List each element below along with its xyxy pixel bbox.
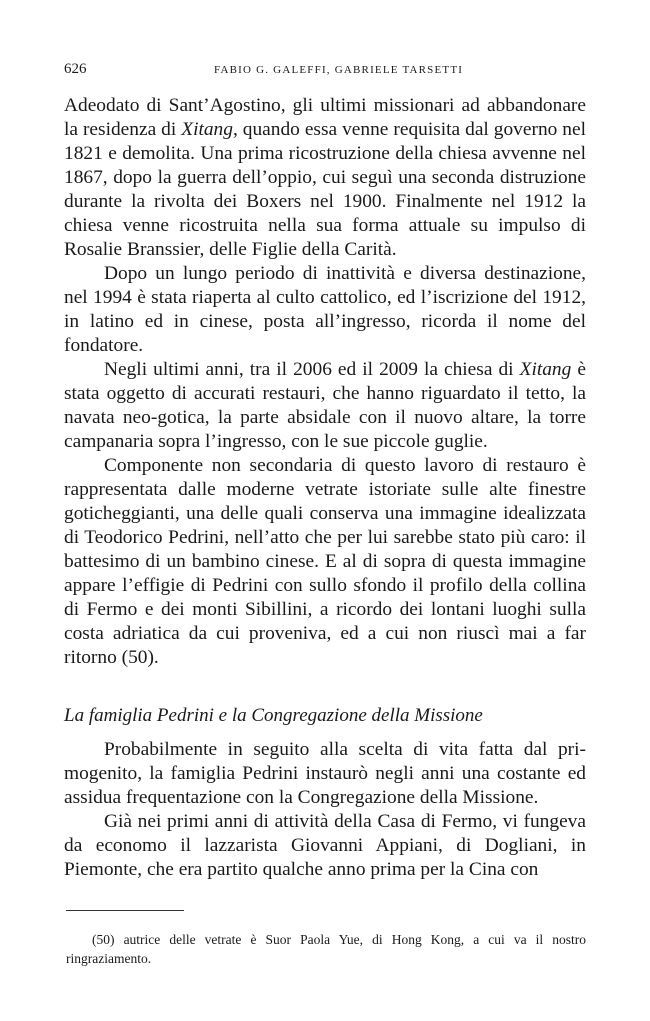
text-run: Componente non secondaria di questo lavoro di restauro è rappresentata dalle moderne vetrate istoriate sulle alte finestre goticheggianti, una delle quali conserva una immagine idealizzata di Teodorico Pedrini, nell’atto che per lui sarebbe stato più caro: il battesimo di un bambino cinese. E al di sopra di questa immagine appare l’effigie di Pedrini con sullo sfondo il profilo della collina di Fermo e dei monti Sibillini, a ricordo dei lontani luoghi sulla costa adriatica da cui proveniva, ed a cui non riuscì mai a far ritorno (50). [64, 455, 586, 668]
body-text [64, 94, 586, 670]
text-run: è stata oggetto di accurati restauri, che hanno riguardato il tetto, la navata neo-gotica, la parte absidale con il nuovo altare, la torre campanaria sopra l’ingresso, con le sue piccole guglie. [64, 359, 586, 452]
paragraph [64, 94, 586, 262]
page-number: 626 [64, 61, 87, 77]
footnote [66, 930, 586, 968]
running-head: FABIO G. GALEFFI, GABRIELE TARSETTI [214, 64, 464, 76]
section-heading: La famiglia Pedrini e la Congregazione della Missione [64, 705, 483, 726]
italic-text-run: Xitang [181, 119, 233, 140]
footnote-text: (50) autrice delle vetrate è Suor Paola Yue, di Hong Kong, a cui va il nostro ringraziamento. [66, 932, 586, 966]
section-body-text [64, 738, 586, 882]
paragraph [64, 262, 586, 358]
footnote-separator [66, 910, 184, 911]
paragraph: Già nei primi anni di attività della Casa di Fermo, vi fungeva da economo il lazzarista Giovanni Appiani, di Dogliani, in Piemonte, che era partito qualche anno prima per la Cina con [64, 811, 586, 880]
text-run: Dopo un lungo periodo di inattività e diversa destinazione, nel 1994 è stata riaperta al culto cattolico, ed l’iscrizione del 1912, in latino ed in cinese, posta all’ingresso, ricorda il nome del fondatore. [64, 263, 586, 356]
text-run: , quando essa venne requisita dal governo nel 1821 e demolita. Una prima ricostruzione della chiesa avvenne nel 1867, dopo la guerra dell’oppio, cui seguì una seconda distruzione durante la rivolta dei Boxers nel 1900. Finalmente nel 1912 la chiesa venne ricostruita nella sua forma attuale su impulso di Rosalie Branssier, delle Figlie della Carità. [64, 119, 587, 260]
paragraph: Probabilmente in seguito alla scelta di vita fatta dal primogenito, la famiglia Pedrini instaurò negli anni una costante ed assidua frequentazione con la Congregazione della Missione. [64, 739, 586, 808]
italic-text-run: Xitang [519, 359, 572, 380]
page-header [64, 61, 584, 81]
text-run: Adeodato di Sant’Agostino, gli ultimi missionari ad abbandonare la residenza di [64, 95, 586, 140]
paragraph [64, 358, 586, 454]
text-run: Negli ultimi anni, tra il 2006 ed il 2009 la chiesa di [104, 359, 520, 380]
paragraph [64, 454, 586, 670]
